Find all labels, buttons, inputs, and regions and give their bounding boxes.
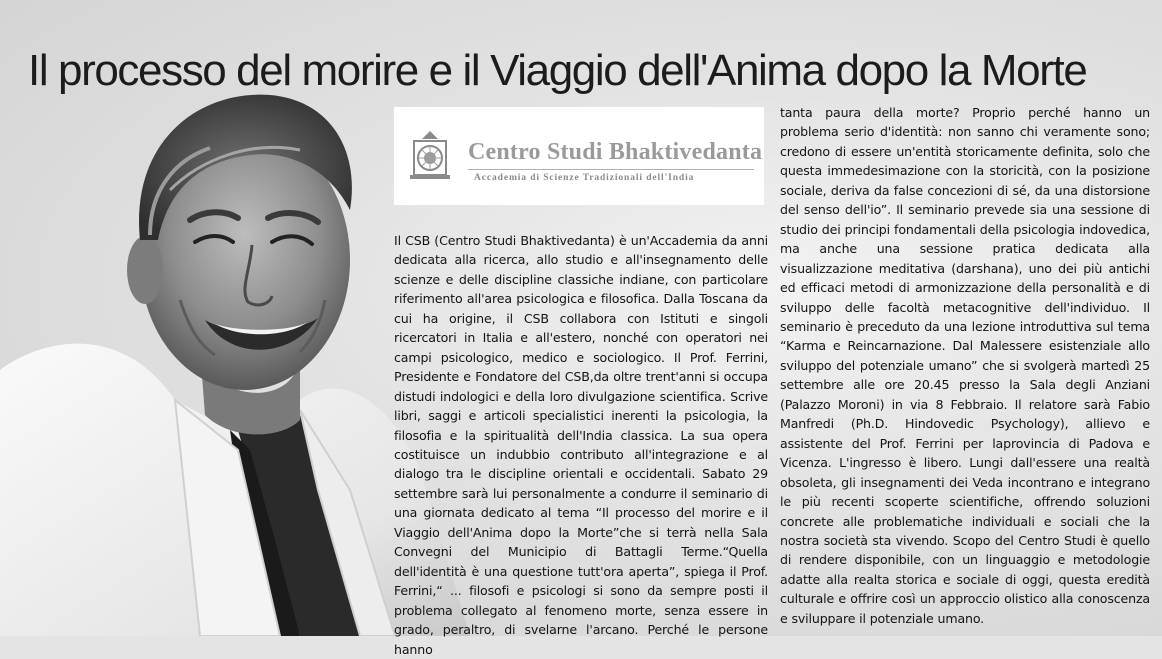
logo-subtitle: Accademia di Scienze Tradizionali dell'India <box>474 173 695 183</box>
logo <box>394 107 764 205</box>
page-title: Il processo del morire e il Viaggio dell'Anima dopo la Morte <box>28 46 1087 96</box>
article-column-right <box>780 103 1150 628</box>
article-text-right: tanta paura della morte? Proprio perché hanno un problema serio d'identità: non sanno chi veramente sono; credono di essere un'entità storicamente definita, solo che questa immedesimazione con la storicità, con la posizione sociale, deriva da false concezioni di sé, da una distorsione del senso dell'io”. Il seminario prevede sia una sessione di studio dei principi fondamentali della psicologia indovedica, ma anche una sessione pratica dedicata alla visualizzazione meditativa (darshana), uno dei più antichi ed efficaci metodi di armonizzazione della personalità e di sviluppo delle facoltà metacognitive dell'individuo. Il seminario è preceduto da una lezione introduttiva sul tema “Karma e Reincarnazione. Dal Malessere esistenziale allo sviluppo del potenziale umano” che si svolgerà martedì 25 settembre alle ore 20.45 presso la Sala degli Anziani (Palazzo Moroni) in via 8 Febbraio. Il relatore sarà Fabio Manfredi (Ph.D. Hindovedic Psychology), allievo e assistente del Prof. Ferrini per laprovincia di Padova e Vicenza. L'ingresso è libero. Lungi dall'essere una realtà obsoleta, gli insegnamenti dei Veda incontrano e integrano le più recenti scoperte scientifiche, offrendo soluzioni concrete alle problematiche individuali e sociali che la nostra società sta vivendo. Scopo del Centro Studi è quello di rendere disponibile, con un linguaggio e metodologie adatte alla realta storica e sociale di oggi, questa eredità culturale e offrire così un approccio olistico alla conoscenza e sviluppare il potenziale umano. <box>780 105 1150 626</box>
mandala-emblem-icon <box>408 129 452 181</box>
article-text-left: Il CSB (Centro Studi Bhaktivedanta) è un'Accademia da anni dedicata alla ricerca, allo studio e all'insegnamento delle scienze e delle discipline classiche indiane, con particolare riferimento all'area psicologica e filosofica. Dalla Toscana da cui ha origine, il CSB collabora con Istituti e singoli ricercatori in Italia e all'estero, nonché con operatori nei campi psicologico, medico e sociologico. Il Prof. Ferrini, Presidente e Fondatore del CSB,da oltre trent'anni si occupa distudi indologici e della loro divulgazione scientifica. Scrive libri, saggi e articoli specialistici inerenti la psicologia, la filosofia e la spiritualità dell'India classica. La sua opera costituisce un indubbio contributo all'integrazione e al dialogo tra le discipline orientali e occidentali. Sabato 29 settembre sarà lui personalmente a condurre il seminario di una giornata dedicato al tema “Il processo del morire e il Viaggio dell'Anima dopo la Morte”che si terrà nella Sala Convegni del Municipio di Battagli Terme.“Quella dell'identità è una questione tutt'ora aperta”, spiega il Prof. Ferrini,“ ... filosofi e psicologi si sono da sempre posti il problema collegato al fenomeno morte, senza essere in grado, peraltro, di svelarne l'arcano. Perché le persone hanno <box>394 233 768 657</box>
logo-divider <box>468 169 754 170</box>
article-column-left <box>394 231 768 659</box>
logo-title: Centro Studi Bhaktivedanta <box>468 139 763 165</box>
